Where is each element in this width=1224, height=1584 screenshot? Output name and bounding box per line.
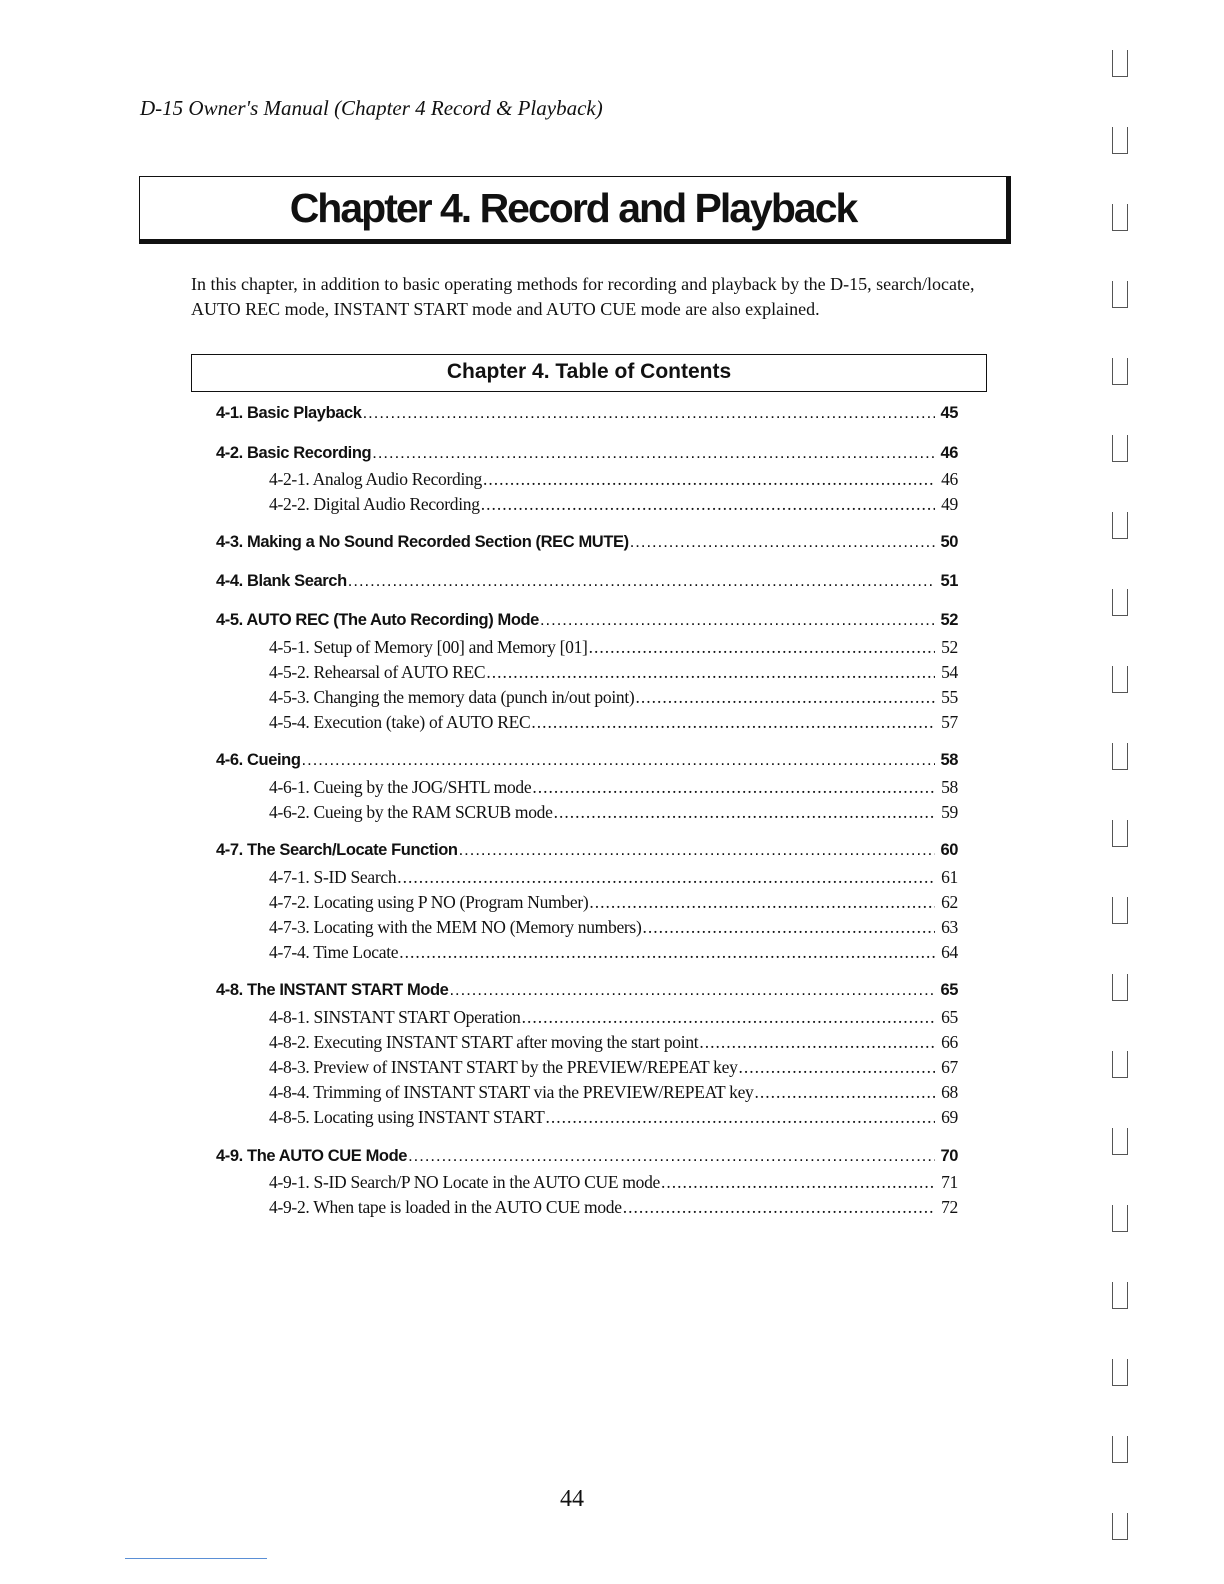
toc-entry-label: 4-6-2. Cueing by the RAM SCRUB mode xyxy=(269,802,553,822)
toc-entry-label: 4-7. The Search/Locate Function xyxy=(216,841,458,859)
dot-leader xyxy=(546,1107,935,1128)
binding-hole-mark xyxy=(1112,1205,1128,1232)
toc-entry-page: 70 xyxy=(940,1147,958,1165)
toc-entry-label: 4-6-1. Cueing by the JOG/SHTL mode xyxy=(269,777,532,797)
dot-leader xyxy=(397,867,935,888)
toc-entry-page: 65 xyxy=(941,1007,958,1027)
toc-entry-label: 4-5-4. Execution (take) of AUTO REC xyxy=(269,712,531,732)
binding-hole-mark xyxy=(1112,666,1128,693)
toc-subsection-entry xyxy=(269,687,958,708)
toc-entry-label: 4-8-3. Preview of INSTANT START by the PREVIEW/REPEAT key xyxy=(269,1057,738,1077)
dot-leader xyxy=(540,611,935,630)
running-head: D-15 Owner's Manual (Chapter 4 Record & Playback) xyxy=(140,96,603,120)
toc-entry-page: 58 xyxy=(940,751,958,769)
toc-section-entry xyxy=(216,981,958,1000)
toc-entry-page: 68 xyxy=(941,1082,958,1102)
toc-entry-page: 71 xyxy=(941,1172,958,1192)
toc-section-entry xyxy=(216,444,958,463)
binding-hole-mark xyxy=(1112,1051,1128,1078)
toc-subsection-entry xyxy=(269,1057,958,1078)
binding-holes xyxy=(1108,0,1138,1584)
toc-entry-label: 4-5-2. Rehearsal of AUTO REC xyxy=(269,662,486,682)
toc-entry-label: 4-9-1. S-ID Search/P NO Locate in the AUTO CUE mode xyxy=(269,1172,661,1192)
toc-entry-page: 69 xyxy=(941,1107,958,1127)
toc-entry-label: 4-1. Basic Playback xyxy=(216,404,362,422)
binding-hole-mark xyxy=(1112,743,1128,770)
binding-hole-mark xyxy=(1112,1359,1128,1386)
toc-entry-label: 4-7-4. Time Locate xyxy=(269,942,399,962)
toc-section-entry xyxy=(216,572,958,591)
toc-entry-page: 52 xyxy=(941,637,958,657)
dot-leader xyxy=(399,942,935,963)
toc-entry-label: 4-5. AUTO REC (The Auto Recording) Mode xyxy=(216,611,539,629)
toc-entry-label: 4-9. The AUTO CUE Mode xyxy=(216,1147,408,1165)
toc-entry-page: 51 xyxy=(940,572,958,590)
binding-hole-mark xyxy=(1112,281,1128,308)
toc-entry-page: 62 xyxy=(941,892,958,912)
dot-leader xyxy=(302,751,935,770)
toc-entry-page: 72 xyxy=(941,1197,958,1217)
toc-entry-label: 4-2-2. Digital Audio Recording xyxy=(269,494,480,514)
toc-entry-page: 64 xyxy=(941,942,958,962)
dot-leader xyxy=(642,917,935,938)
toc-subsection-entry xyxy=(269,1082,958,1103)
toc-entry-page: 61 xyxy=(941,867,958,887)
binding-hole-mark xyxy=(1112,1128,1128,1155)
dot-leader xyxy=(589,892,935,913)
toc-section-entry xyxy=(216,1147,958,1166)
toc-subsection-entry xyxy=(269,892,958,913)
toc-entry-page: 57 xyxy=(941,712,958,732)
toc-entry-label: 4-8-5. Locating using INSTANT START xyxy=(269,1107,545,1127)
dot-leader xyxy=(623,1197,935,1218)
toc-subsection-entry xyxy=(269,1172,958,1193)
binding-hole-mark xyxy=(1112,974,1128,1001)
toc-subsection-entry xyxy=(269,777,958,798)
dot-leader xyxy=(699,1032,935,1053)
binding-hole-mark xyxy=(1112,1513,1128,1540)
dot-leader xyxy=(739,1057,935,1078)
binding-hole-mark xyxy=(1112,204,1128,231)
toc-entry-page: 65 xyxy=(940,981,958,999)
toc-subsection-entry xyxy=(269,1032,958,1053)
dot-leader xyxy=(459,841,935,860)
toc-subsection-entry xyxy=(269,712,958,733)
toc-subsection-entry xyxy=(269,469,958,490)
toc-section-entry xyxy=(216,404,958,423)
toc-entry-page: 54 xyxy=(941,662,958,682)
toc-entry-label: 4-9-2. When tape is loaded in the AUTO CUE mode xyxy=(269,1197,622,1217)
toc-subsection-entry xyxy=(269,802,958,823)
chapter-title: Chapter 4. Record and Playback xyxy=(289,185,857,231)
toc-entry-page: 67 xyxy=(941,1057,958,1077)
page-number: 44 xyxy=(560,1486,584,1512)
toc-subsection-entry xyxy=(269,1107,958,1128)
dot-leader xyxy=(661,1172,935,1193)
binding-hole-mark xyxy=(1112,435,1128,462)
binding-hole-mark xyxy=(1112,897,1128,924)
dot-leader xyxy=(486,662,935,683)
toc-entry-label: 4-8-4. Trimming of INSTANT START via the PREVIEW/REPEAT key xyxy=(269,1082,754,1102)
binding-hole-mark xyxy=(1112,1282,1128,1309)
toc-entry-label: 4-2. Basic Recording xyxy=(216,444,372,462)
toc-entry-page: 45 xyxy=(940,404,958,422)
toc-entry-label: 4-5-3. Changing the memory data (punch in/out point) xyxy=(269,687,635,707)
toc-entry-page: 60 xyxy=(940,841,958,859)
binding-hole-mark xyxy=(1112,589,1128,616)
dot-leader xyxy=(554,802,935,823)
toc-entry-label: 4-5-1. Setup of Memory [00] and Memory [01] xyxy=(269,637,588,657)
toc-subsection-entry xyxy=(269,662,958,683)
dot-leader xyxy=(630,533,935,552)
toc-subsection-entry xyxy=(269,1007,958,1028)
dot-leader xyxy=(372,444,935,463)
toc-entry-label: 4-6. Cueing xyxy=(216,751,301,769)
toc-section-entry xyxy=(216,751,958,770)
toc-subsection-entry xyxy=(269,494,958,515)
toc-entry-page: 66 xyxy=(941,1032,958,1052)
toc-entry-page: 55 xyxy=(941,687,958,707)
dot-leader xyxy=(408,1147,935,1166)
binding-hole-mark xyxy=(1112,358,1128,385)
toc-entry-label: 4-7-1. S-ID Search xyxy=(269,867,397,887)
binding-hole-mark xyxy=(1112,127,1128,154)
toc-entry-label: 4-2-1. Analog Audio Recording xyxy=(269,469,482,489)
footer-rule xyxy=(125,1558,267,1559)
toc-entry-page: 58 xyxy=(941,777,958,797)
toc-entry-page: 46 xyxy=(941,469,958,489)
toc-entry-label: 4-8-1. SINSTANT START Operation xyxy=(269,1007,521,1027)
dot-leader xyxy=(483,469,935,490)
toc-entry-label: 4-3. Making a No Sound Recorded Section (REC MUTE) xyxy=(216,533,629,551)
toc-subsection-entry xyxy=(269,1197,958,1218)
toc-entry-page: 46 xyxy=(940,444,958,462)
dot-leader xyxy=(635,687,935,708)
toc-entry-label: 4-8. The INSTANT START Mode xyxy=(216,981,449,999)
toc-section-entry xyxy=(216,611,958,630)
dot-leader xyxy=(532,777,935,798)
toc-entry-label: 4-8-2. Executing INSTANT START after moving the start point xyxy=(269,1032,699,1052)
dot-leader xyxy=(589,637,935,658)
toc-subsection-entry xyxy=(269,942,958,963)
dot-leader xyxy=(481,494,935,515)
toc-entry-page: 50 xyxy=(940,533,958,551)
dot-leader xyxy=(522,1007,935,1028)
dot-leader xyxy=(363,404,935,423)
intro-paragraph: In this chapter, in addition to basic operating methods for recording and playback by the D-15, search/locate, AUTO REC mode, INSTANT START mode and AUTO CUE mode are also explained. xyxy=(191,274,975,319)
toc-entry-label: 4-7-2. Locating using P NO (Program Number) xyxy=(269,892,589,912)
toc-title: Chapter 4. Table of Contents xyxy=(446,360,732,383)
binding-hole-mark xyxy=(1112,50,1128,77)
toc-subsection-entry xyxy=(269,637,958,658)
dot-leader xyxy=(348,572,935,591)
toc-entry-label: 4-4. Blank Search xyxy=(216,572,347,590)
toc-entry-page: 52 xyxy=(940,611,958,629)
toc-section-entry xyxy=(216,533,958,552)
toc-subsection-entry xyxy=(269,917,958,938)
toc-entry-page: 63 xyxy=(941,917,958,937)
toc-section-entry xyxy=(216,841,958,860)
dot-leader xyxy=(531,712,935,733)
dot-leader xyxy=(449,981,935,1000)
binding-hole-mark xyxy=(1112,512,1128,539)
toc-subsection-entry xyxy=(269,867,958,888)
binding-hole-mark xyxy=(1112,1436,1128,1463)
toc-entry-page: 49 xyxy=(941,494,958,514)
toc-entry-page: 59 xyxy=(941,802,958,822)
toc-entry-label: 4-7-3. Locating with the MEM NO (Memory numbers) xyxy=(269,917,642,937)
binding-hole-mark xyxy=(1112,820,1128,847)
dot-leader xyxy=(755,1082,936,1103)
